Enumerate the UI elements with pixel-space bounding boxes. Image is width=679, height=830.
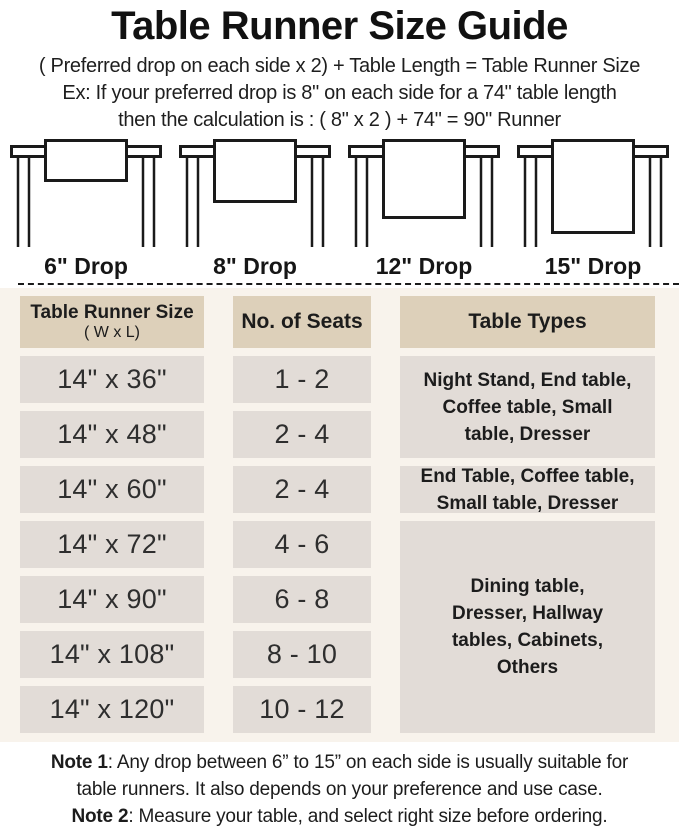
- runner-size-cell: 14" x 90": [20, 576, 204, 623]
- seats-cell: 2 - 4: [233, 411, 371, 458]
- note-1-label: Note 1: [50, 752, 108, 773]
- table-drop-figure: [517, 139, 669, 279]
- header-table-types: Table Types: [400, 296, 655, 348]
- runner-size-cell: 14" x 120": [20, 686, 204, 733]
- table-drop-figure: [348, 139, 500, 279]
- note-2-text: : Measure your table, and select right size before ordering.: [128, 806, 608, 827]
- note-2-label: Note 2: [71, 806, 129, 827]
- page-title: Table Runner Size Guide: [111, 4, 568, 48]
- note-1: [0, 749, 679, 803]
- seats-cell: 8 - 10: [233, 631, 371, 678]
- table-types-cell: Night Stand, End table, Coffee table, Small table, Dresser: [400, 356, 655, 458]
- formula-line: ( Preferred drop on each side x 2) + Table Length = Table Runner Size: [38, 55, 641, 77]
- drop-label: 8" Drop: [213, 253, 297, 279]
- note-1-text-line-2: table runners. It also depends on your preference and use case.: [76, 779, 603, 800]
- table-types-cell: Dining table, Dresser, Hallway tables, Cabinets, Others: [400, 521, 655, 733]
- table-runner-illustration: [517, 139, 669, 247]
- drop-label: 6" Drop: [44, 253, 128, 279]
- header-no-of-seats: No. of Seats: [233, 296, 371, 348]
- example-line-1: Ex: If your preferred drop is 8" on each side for a 74" table length: [62, 82, 617, 104]
- runner-size-cell: 14" x 72": [20, 521, 204, 568]
- runner-size-cell: 14" x 36": [20, 356, 204, 403]
- seats-cell: 6 - 8: [233, 576, 371, 623]
- seats-cell: 1 - 2: [233, 356, 371, 403]
- note-1-text-line-1: : Any drop between 6” to 15” on each side is usually suitable for: [107, 752, 629, 773]
- notes-section: [0, 742, 679, 830]
- table-drop-figure: [10, 139, 162, 279]
- table-runner-illustration: [10, 139, 162, 247]
- size-table-band: [0, 288, 679, 742]
- table-drop-figure: [179, 139, 331, 279]
- header-runner-size-title: Table Runner Size: [30, 302, 194, 323]
- header-runner-size: [20, 296, 204, 348]
- runner-size-cell: 14" x 108": [20, 631, 204, 678]
- table-runner-illustration: [179, 139, 331, 247]
- drop-figures-row: [0, 134, 679, 279]
- table-types-cell: End Table, Coffee table, Small table, Dresser: [400, 466, 655, 513]
- drop-label: 15" Drop: [544, 253, 642, 279]
- size-table-grid: [20, 296, 655, 733]
- seats-cell: 2 - 4: [233, 466, 371, 513]
- table-runner-illustration: [348, 139, 500, 247]
- runner-size-cell: 14" x 60": [20, 466, 204, 513]
- example-line-2: then the calculation is : ( 8" x 2 ) + 74" = 90" Runner: [118, 109, 561, 131]
- drop-label: 12" Drop: [375, 253, 473, 279]
- seats-cell: 4 - 6: [233, 521, 371, 568]
- runner-size-cell: 14" x 48": [20, 411, 204, 458]
- seats-cell: 10 - 12: [233, 686, 371, 733]
- dashed-divider: [18, 283, 679, 285]
- header-runner-size-subtitle: ( W x L): [84, 324, 140, 341]
